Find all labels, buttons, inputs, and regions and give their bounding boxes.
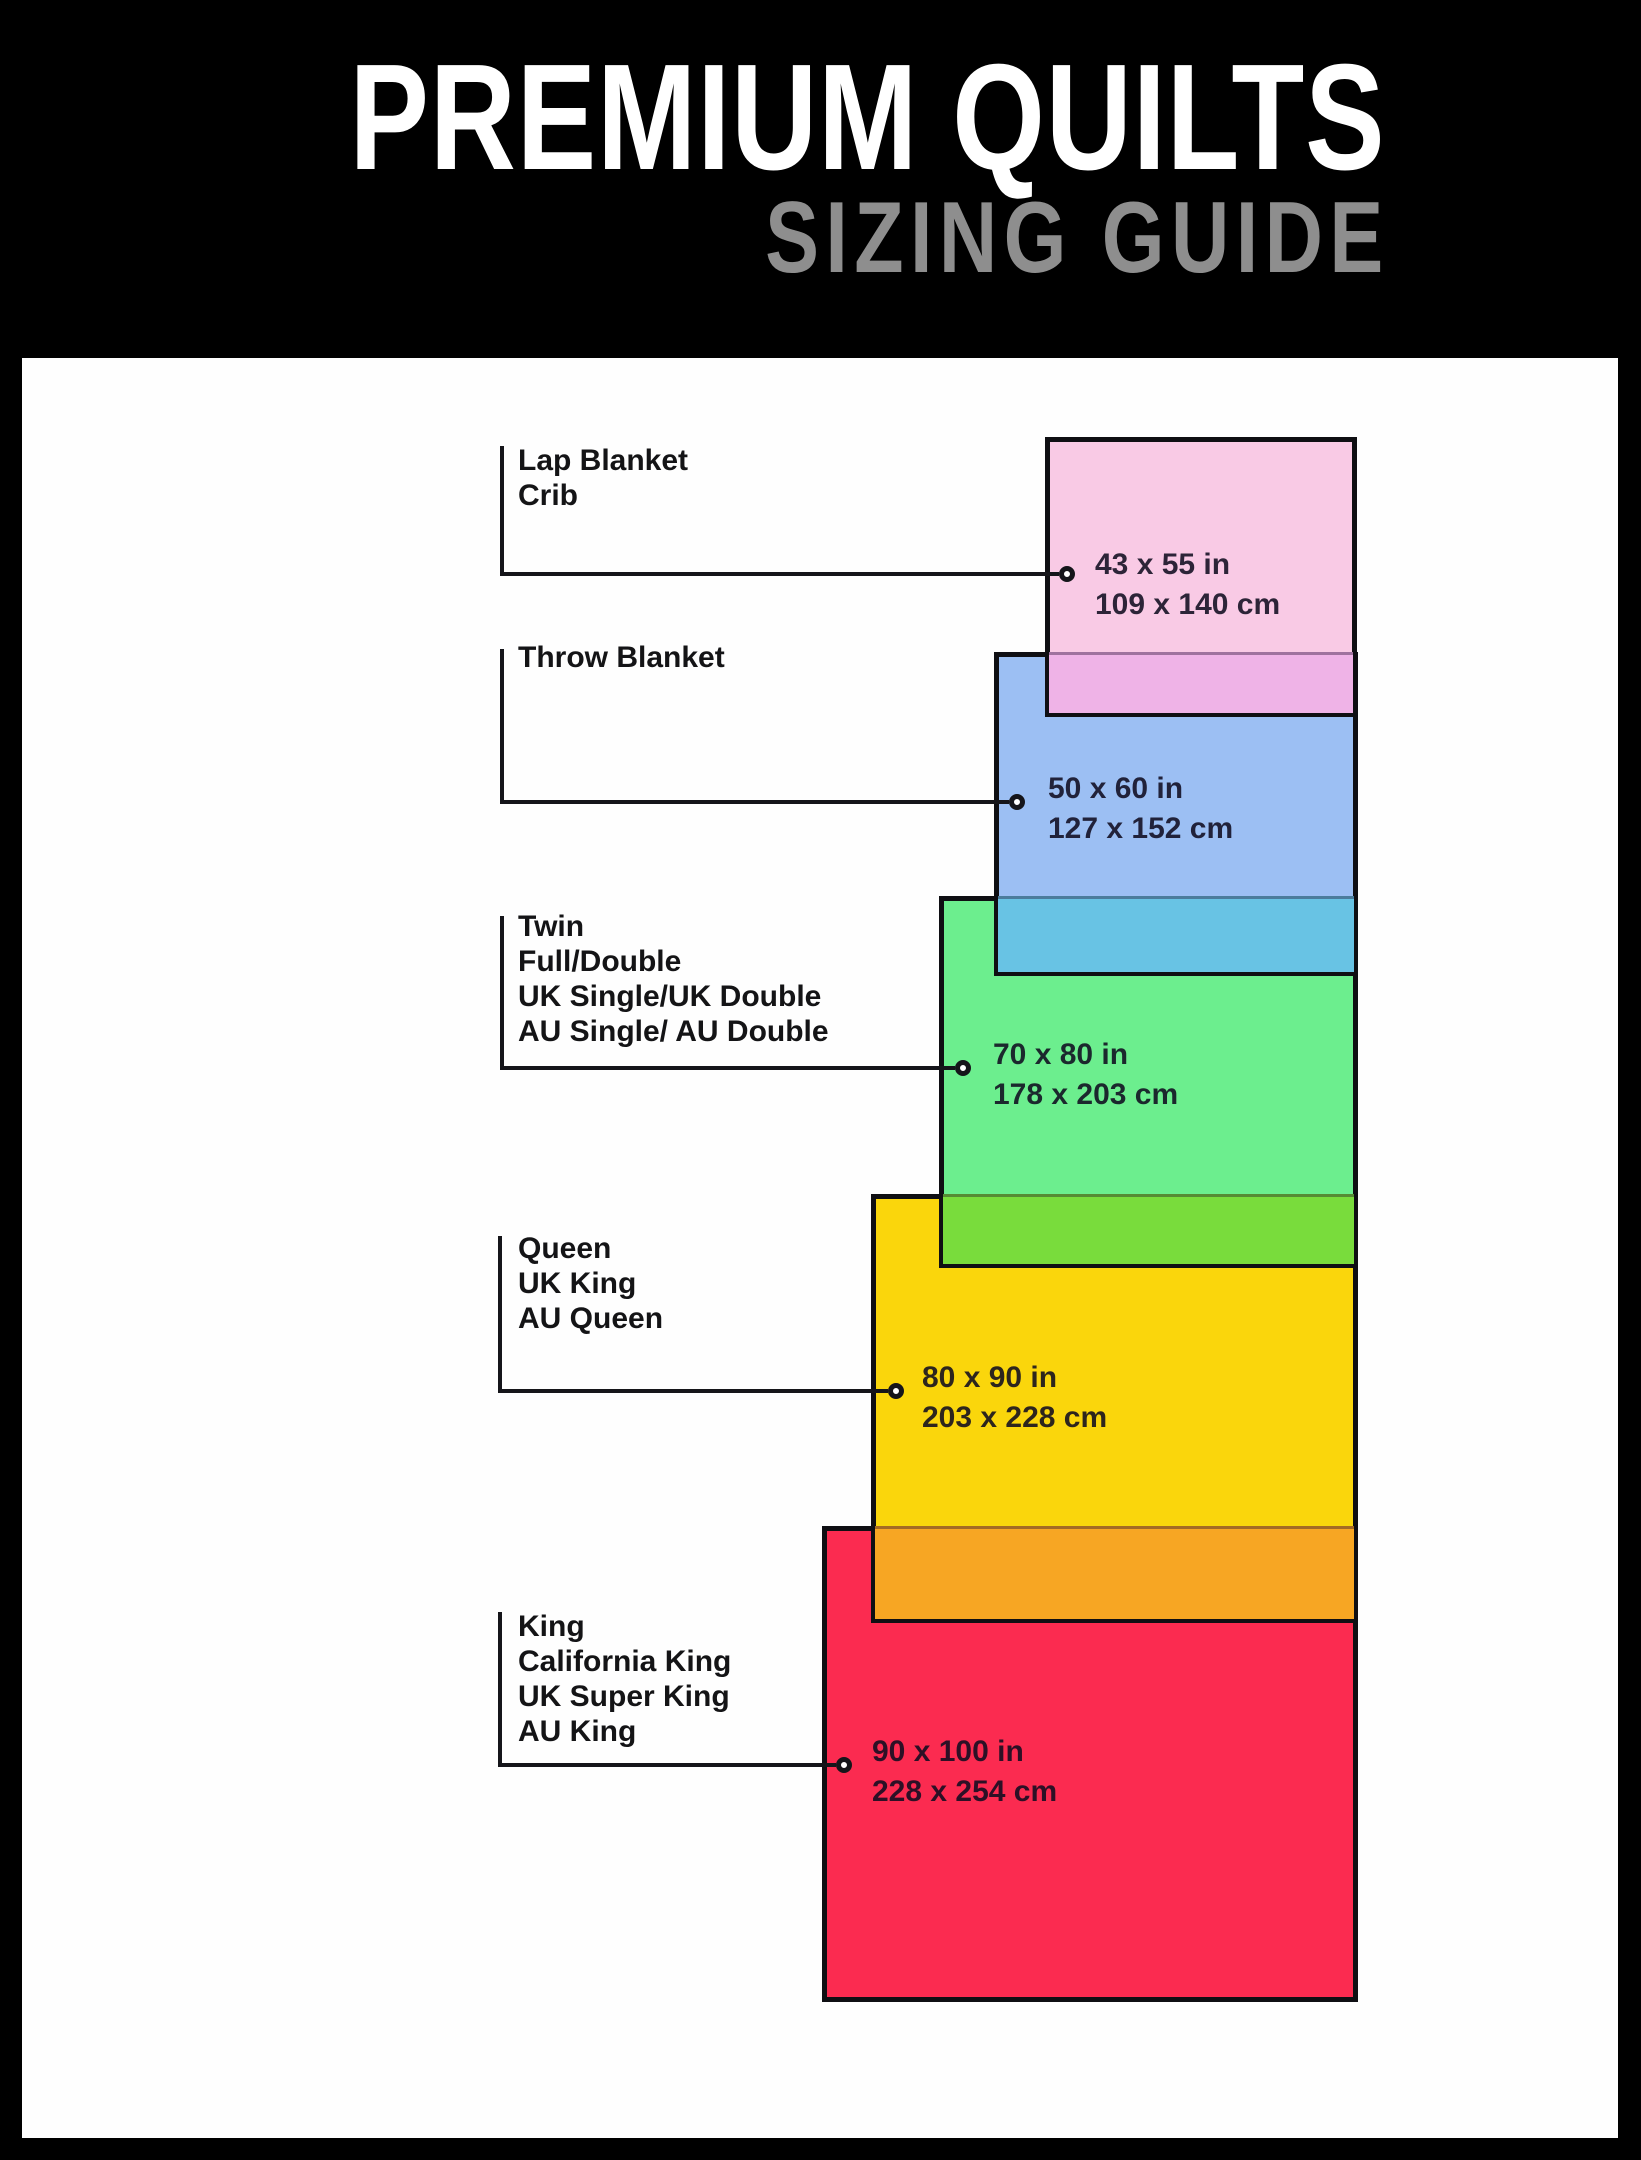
size-inches: 70 x 80 in xyxy=(993,1038,1129,1071)
overlap-throw-over-twin xyxy=(998,896,1354,972)
size-inches: 90 x 100 in xyxy=(872,1735,1024,1768)
quilt-label-line: AU Single/ AU Double xyxy=(518,1015,829,1048)
leader-vertical-throw xyxy=(500,649,504,802)
quilt-label-line: AU Queen xyxy=(518,1302,664,1335)
overlap-twin-over-queen xyxy=(943,1194,1354,1264)
leader-horizontal-king xyxy=(498,1763,836,1767)
leader-horizontal-twin xyxy=(500,1066,955,1070)
quilt-label-line: Throw Blanket xyxy=(518,641,725,674)
page-subtitle: SIZING GUIDE xyxy=(765,182,1390,294)
quilt-dimensions-queen xyxy=(922,1358,1107,1438)
content-panel xyxy=(22,358,1618,2138)
quilt-label-line: AU King xyxy=(518,1715,637,1748)
size-cm: 228 x 254 cm xyxy=(872,1775,1058,1808)
marker-circle-lap-crib xyxy=(1059,566,1075,582)
quilt-label-line: Lap Blanket xyxy=(518,444,689,477)
overlap-queen-over-king xyxy=(875,1526,1354,1619)
size-cm: 203 x 228 cm xyxy=(922,1401,1108,1434)
leader-vertical-king xyxy=(498,1612,502,1765)
quilt-label-line: California King xyxy=(518,1645,732,1678)
overlap-lap-over-throw xyxy=(1049,652,1353,713)
quilt-label-lap-crib xyxy=(518,443,688,513)
leader-vertical-twin xyxy=(500,916,504,1068)
leader-vertical-queen xyxy=(498,1236,502,1391)
quilt-dimensions-king xyxy=(872,1732,1057,1812)
quilt-label-twin xyxy=(518,909,829,1049)
marker-circle-twin xyxy=(955,1060,971,1076)
quilt-label-line: King xyxy=(518,1610,585,1643)
page-title: PREMIUM QUILTS xyxy=(348,32,1385,201)
leader-horizontal-queen xyxy=(498,1389,888,1393)
size-inches: 50 x 60 in xyxy=(1048,772,1184,805)
size-cm: 109 x 140 cm xyxy=(1095,588,1281,621)
leader-horizontal-throw xyxy=(500,800,1009,804)
quilt-label-king xyxy=(518,1609,731,1749)
quilt-label-line: UK Single/UK Double xyxy=(518,980,822,1013)
quilt-label-queen xyxy=(518,1231,663,1336)
quilt-label-throw xyxy=(518,640,725,675)
quilt-label-line: Queen xyxy=(518,1232,612,1265)
quilt-label-line: UK Super King xyxy=(518,1680,730,1713)
leader-horizontal-lap-crib xyxy=(500,572,1059,576)
quilt-label-line: Twin xyxy=(518,910,585,943)
quilt-label-line: UK King xyxy=(518,1267,637,1300)
quilt-label-line: Full/Double xyxy=(518,945,682,978)
size-cm: 178 x 203 cm xyxy=(993,1078,1179,1111)
marker-circle-king xyxy=(836,1757,852,1773)
size-inches: 80 x 90 in xyxy=(922,1361,1058,1394)
quilt-label-line: Crib xyxy=(518,479,578,512)
quilt-dimensions-twin xyxy=(993,1035,1178,1115)
size-inches: 43 x 55 in xyxy=(1095,548,1231,581)
marker-circle-queen xyxy=(888,1383,904,1399)
quilt-dimensions-lap-crib xyxy=(1095,545,1280,625)
leader-vertical-lap-crib xyxy=(500,446,504,576)
size-cm: 127 x 152 cm xyxy=(1048,812,1234,845)
quilt-dimensions-throw xyxy=(1048,769,1233,849)
marker-circle-throw xyxy=(1009,794,1025,810)
